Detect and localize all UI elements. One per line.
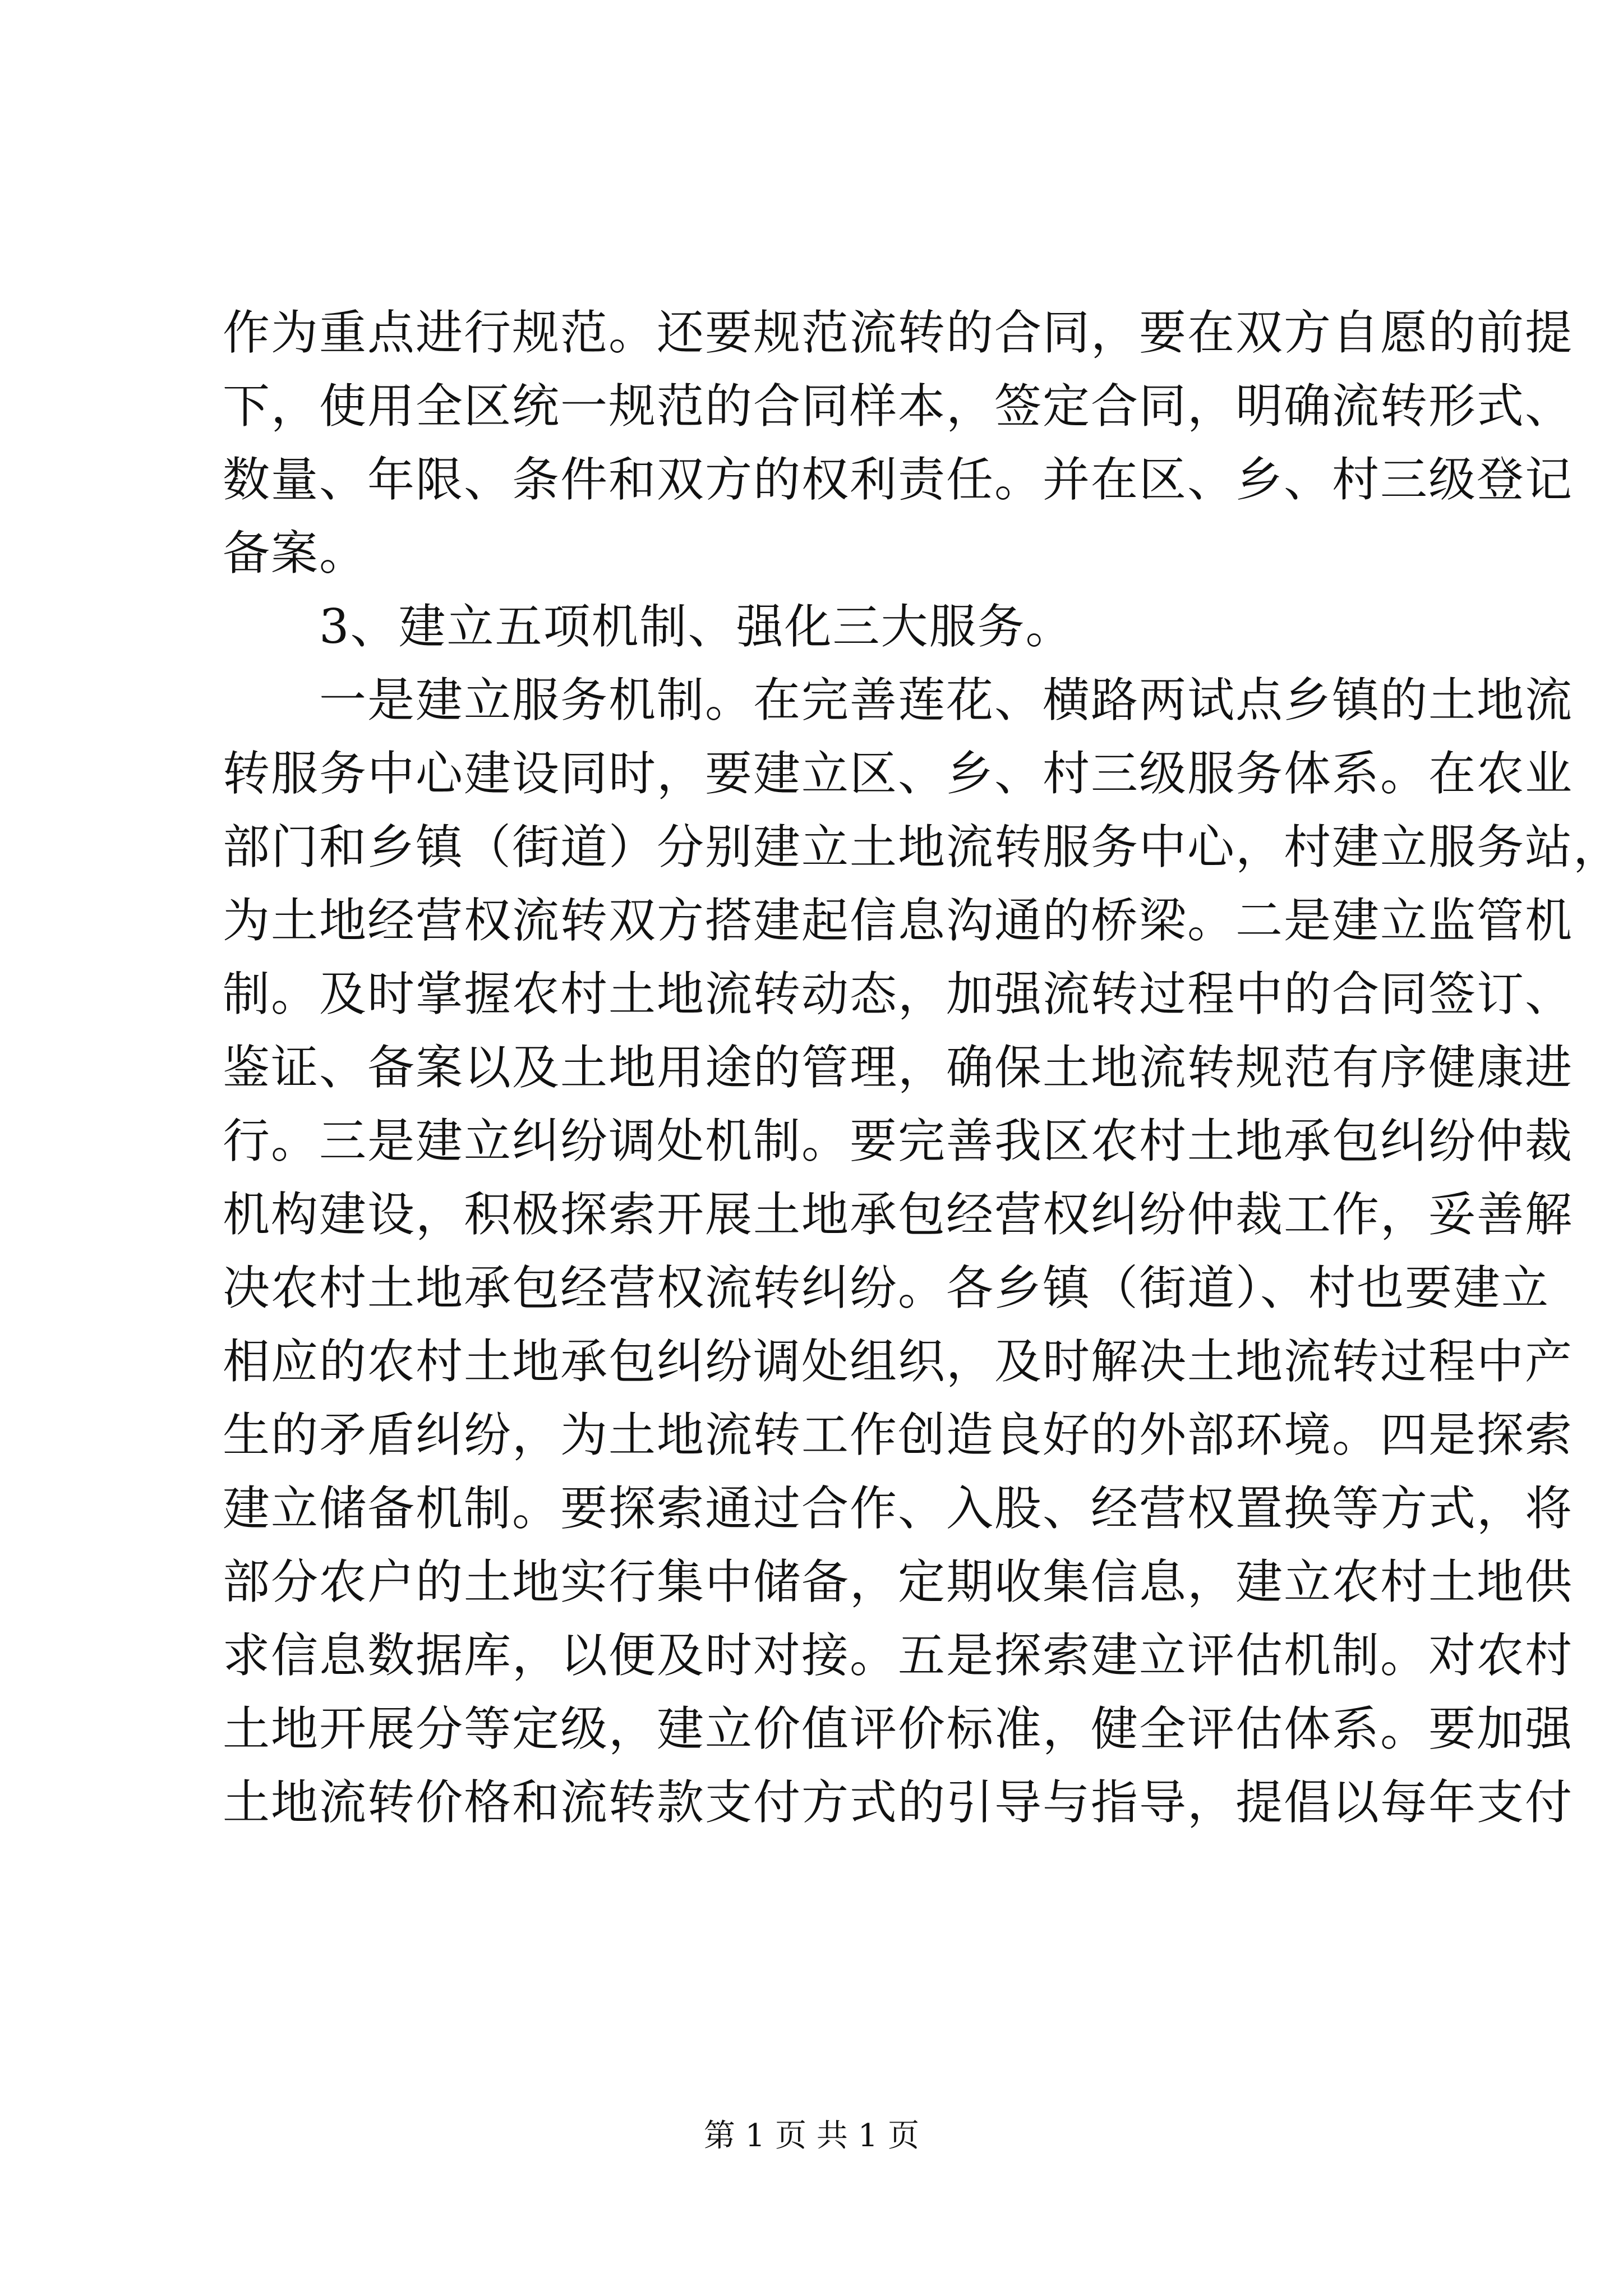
text-line: 一是建立服务机制。在完善莲花、横路两试点乡镇的土地流 <box>223 673 1574 728</box>
text-line: 土地流转价格和流转款支付方式的引导与指导，提倡以每年支付 <box>223 1775 1574 1830</box>
text-line: 土地开展分等定级，建立价值评价标准，健全评估体系。要加强 <box>223 1701 1574 1756</box>
text-line: 生的矛盾纠纷，为土地流转工作创造良好的外部环境。四是探索 <box>223 1407 1574 1462</box>
section-heading: 3、建立五项机制、强化三大服务。 <box>223 599 1074 654</box>
page-number: 第 1 页 共 1 页 <box>703 2118 920 2154</box>
body-text <box>223 296 1622 1839</box>
text-line: 机构建设，积极探索开展土地承包经营权纠纷仲裁工作，妥善解 <box>223 1187 1574 1242</box>
text-line: 部门和乡镇（街道）分别建立土地流转服务中心，村建立服务站， <box>223 820 1622 875</box>
text-line: 数量、年限、条件和双方的权利责任。并在区、乡、村三级登记 <box>223 452 1574 507</box>
text-line: 求信息数据库，以便及时对接。五是探索建立评估机制。对农村 <box>223 1628 1574 1683</box>
text-line: 下，使用全区统一规范的合同样本，签定合同，明确流转形式、 <box>223 379 1574 434</box>
text-line: 相应的农村土地承包纠纷调处组织，及时解决土地流转过程中产 <box>223 1334 1574 1389</box>
page-footer <box>0 2114 1623 2159</box>
text-line: 转服务中心建设同时，要建立区、乡、村三级服务体系。在农业 <box>223 746 1574 801</box>
text-line: 为土地经营权流转双方搭建起信息沟通的桥梁。二是建立监管机 <box>223 893 1574 948</box>
text-line: 建立储备机制。要探索通过合作、入股、经营权置换等方式，将 <box>223 1481 1574 1536</box>
text-line: 制。及时掌握农村土地流转动态，加强流转过程中的合同签订、 <box>223 967 1574 1022</box>
text-line: 行。三是建立纠纷调处机制。要完善我区农村土地承包纠纷仲裁 <box>223 1114 1574 1168</box>
text-line: 鉴证、备案以及土地用途的管理，确保土地流转规范有序健康进 <box>223 1040 1574 1095</box>
text-line: 备案。 <box>223 526 368 581</box>
text-line: 作为重点进行规范。还要规范流转的合同，要在双方自愿的前提 <box>223 305 1574 360</box>
text-line: 部分农户的土地实行集中储备，定期收集信息，建立农村土地供 <box>223 1554 1574 1609</box>
text-line: 决农村土地承包经营权流转纠纷。各乡镇（街道）、村也要建立 <box>223 1260 1550 1315</box>
